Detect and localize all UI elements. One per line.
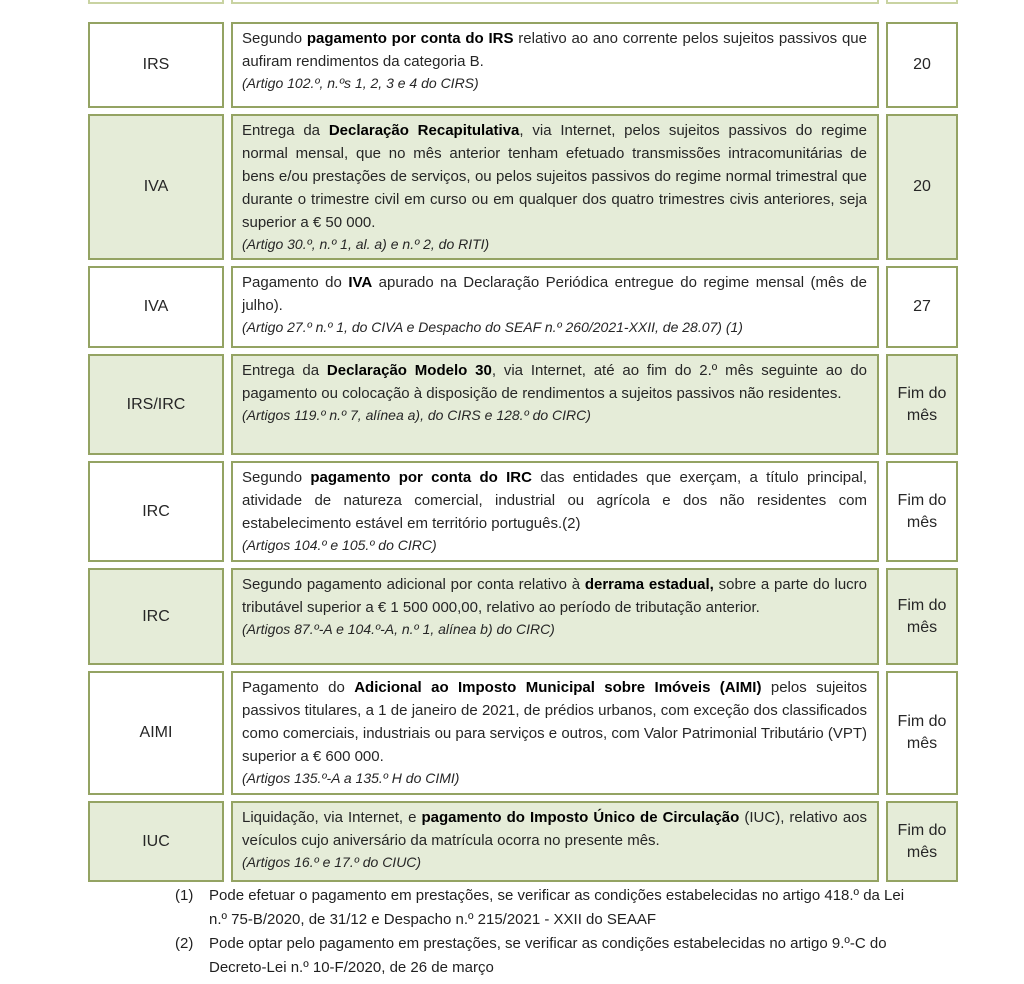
description-cell <box>231 461 879 562</box>
deadline-cell <box>886 568 958 665</box>
row-description: Pagamento do Adicional ao Imposto Municipal sobre Imóveis (AIMI) pelos sujeitos passivos titulares, a 1 de janeiro de 2021, de prédios urbanos, com exceção dos classificados como comerciais, industriais ou para serviços e outros, com Valor Patrimonial Tributário (VPT) superior a € 600 000. <box>242 679 867 765</box>
tax-type-cell <box>88 22 224 108</box>
row-citation: (Artigo 30.º, n.º 1, al. a) e n.º 2, do RITI) <box>242 236 490 252</box>
row-description: Segundo pagamento por conta do IRS relativo ao ano corrente pelos sujeitos passivos que aufiram rendimentos da categoria B. <box>242 30 867 70</box>
description-cell <box>231 266 879 348</box>
row-citation: (Artigo 27.º n.º 1, do CIVA e Despacho do SEAF n.º 260/2021-XXII, de 28.07) (1) <box>242 319 743 335</box>
tax-type-cell <box>88 568 224 665</box>
deadline-label: Fim do mês <box>897 384 947 424</box>
row-citation: (Artigos 16.º e 17.º do CIUC) <box>242 854 422 870</box>
footnote <box>175 932 915 980</box>
tax-type-label: IVA <box>143 298 169 315</box>
cropped-cell <box>886 0 958 4</box>
footnote-marker: (1) <box>175 887 194 904</box>
row-citation: (Artigo 102.º, n.ºs 1, 2, 3 e 4 do CIRS) <box>242 75 479 91</box>
tax-type-cell <box>88 114 224 260</box>
tax-type-label: IRC <box>142 607 170 625</box>
tax-type-label: IRS <box>142 56 170 73</box>
tax-type-label: IVA <box>143 178 169 195</box>
row-description: Entrega da Declaração Recapitulativa, via Internet, pelos sujeitos passivos do regime normal mensal, que no mês anterior tenham efetuado transmissões intracomunitárias de bens e/ou prestações de serviços, ou pelos sujeitos passivos do regime normal trimestral que durante o trimestre civil em curso ou em qualquer dos quatro trimestres civis anteriores, seja superior a € 50 000. <box>242 122 867 231</box>
cropped-cell <box>231 0 879 4</box>
description-cell <box>231 801 879 882</box>
deadline-label: Fim do mês <box>897 821 947 861</box>
footnote-marker: (2) <box>175 935 194 952</box>
tax-type-cell <box>88 671 224 795</box>
footnote <box>175 884 915 932</box>
footnote-text: Pode efetuar o pagamento em prestações, se verificar as condições estabelecidas no artigo 418.º da Lei n.º 75-B/2020, de 31/12 e Despacho n.º 215/2021 - XXII do SEAAF <box>209 887 905 928</box>
deadline-cell <box>886 266 958 348</box>
deadline-label: Fim do mês <box>897 491 947 531</box>
deadline-cell <box>886 461 958 562</box>
tax-type-cell <box>88 461 224 562</box>
row-citation: (Artigos 119.º n.º 7, alínea a), do CIRS e 128.º do CIRC) <box>242 407 591 423</box>
deadline-cell <box>886 671 958 795</box>
tax-type-cell <box>88 354 224 455</box>
cropped-previous-row <box>88 0 958 4</box>
deadline-label: 20 <box>913 56 931 73</box>
tax-type-cell <box>88 266 224 348</box>
deadline-cell <box>886 354 958 455</box>
row-citation: (Artigos 87.º-A e 104.º-A, n.º 1, alínea b) do CIRC) <box>242 621 555 637</box>
row-citation: (Artigos 104.º e 105.º do CIRC) <box>242 537 437 553</box>
row-description: Segundo pagamento por conta do IRC das entidades que exerçam, a título principal, atividade de natureza comercial, industrial ou agrícola e dos não residentes com estabelecimento estável em território português.(2) <box>242 469 867 532</box>
tax-type-label: IUC <box>142 832 170 850</box>
deadline-label: Fim do mês <box>897 596 947 636</box>
description-cell <box>231 671 879 795</box>
deadline-label: 27 <box>913 298 931 315</box>
deadline-cell <box>886 114 958 260</box>
deadline-label: Fim do mês <box>897 713 947 752</box>
deadline-cell <box>886 801 958 882</box>
row-description: Entrega da Declaração Modelo 30, via Internet, até ao fim do 2.º mês seguinte ao do pagamento ou colocação à disposição de rendimentos a sujeitos passivos não residentes. <box>242 362 867 402</box>
row-description: Liquidação, via Internet, e pagamento do Imposto Único de Circulação (IUC), relativo aos veículos cujo aniversário da matrícula ocorra no presente mês. <box>242 809 868 849</box>
tax-type-label: IRC <box>142 502 170 520</box>
footnote-text: Pode optar pelo pagamento em prestações, se verificar as condições estabelecidas no artigo 9.º-C do Decreto-Lei n.º 10-F/2020, de 26 de março <box>209 935 887 976</box>
deadline-cell <box>886 22 958 108</box>
description-cell <box>231 354 879 455</box>
cropped-cell <box>88 0 224 4</box>
row-description: Pagamento do IVA apurado na Declaração Periódica entregue do regime mensal (mês de julho). <box>242 274 867 314</box>
tax-type-cell <box>88 801 224 882</box>
description-cell <box>231 22 879 108</box>
tax-type-label: AIMI <box>139 724 173 741</box>
description-cell <box>231 114 879 260</box>
tax-table <box>88 22 958 882</box>
row-citation: (Artigos 135.º-A a 135.º H do CIMI) <box>242 770 460 786</box>
row-description: Segundo pagamento adicional por conta relativo à derrama estadual, sobre a parte do lucro tributável superior a € 1 500 000,00, relativo ao período de tributação anterior. <box>242 576 867 616</box>
footnotes <box>175 884 915 980</box>
tax-type-label: IRS/IRC <box>126 395 186 413</box>
deadline-label: 20 <box>913 178 931 195</box>
description-cell <box>231 568 879 665</box>
